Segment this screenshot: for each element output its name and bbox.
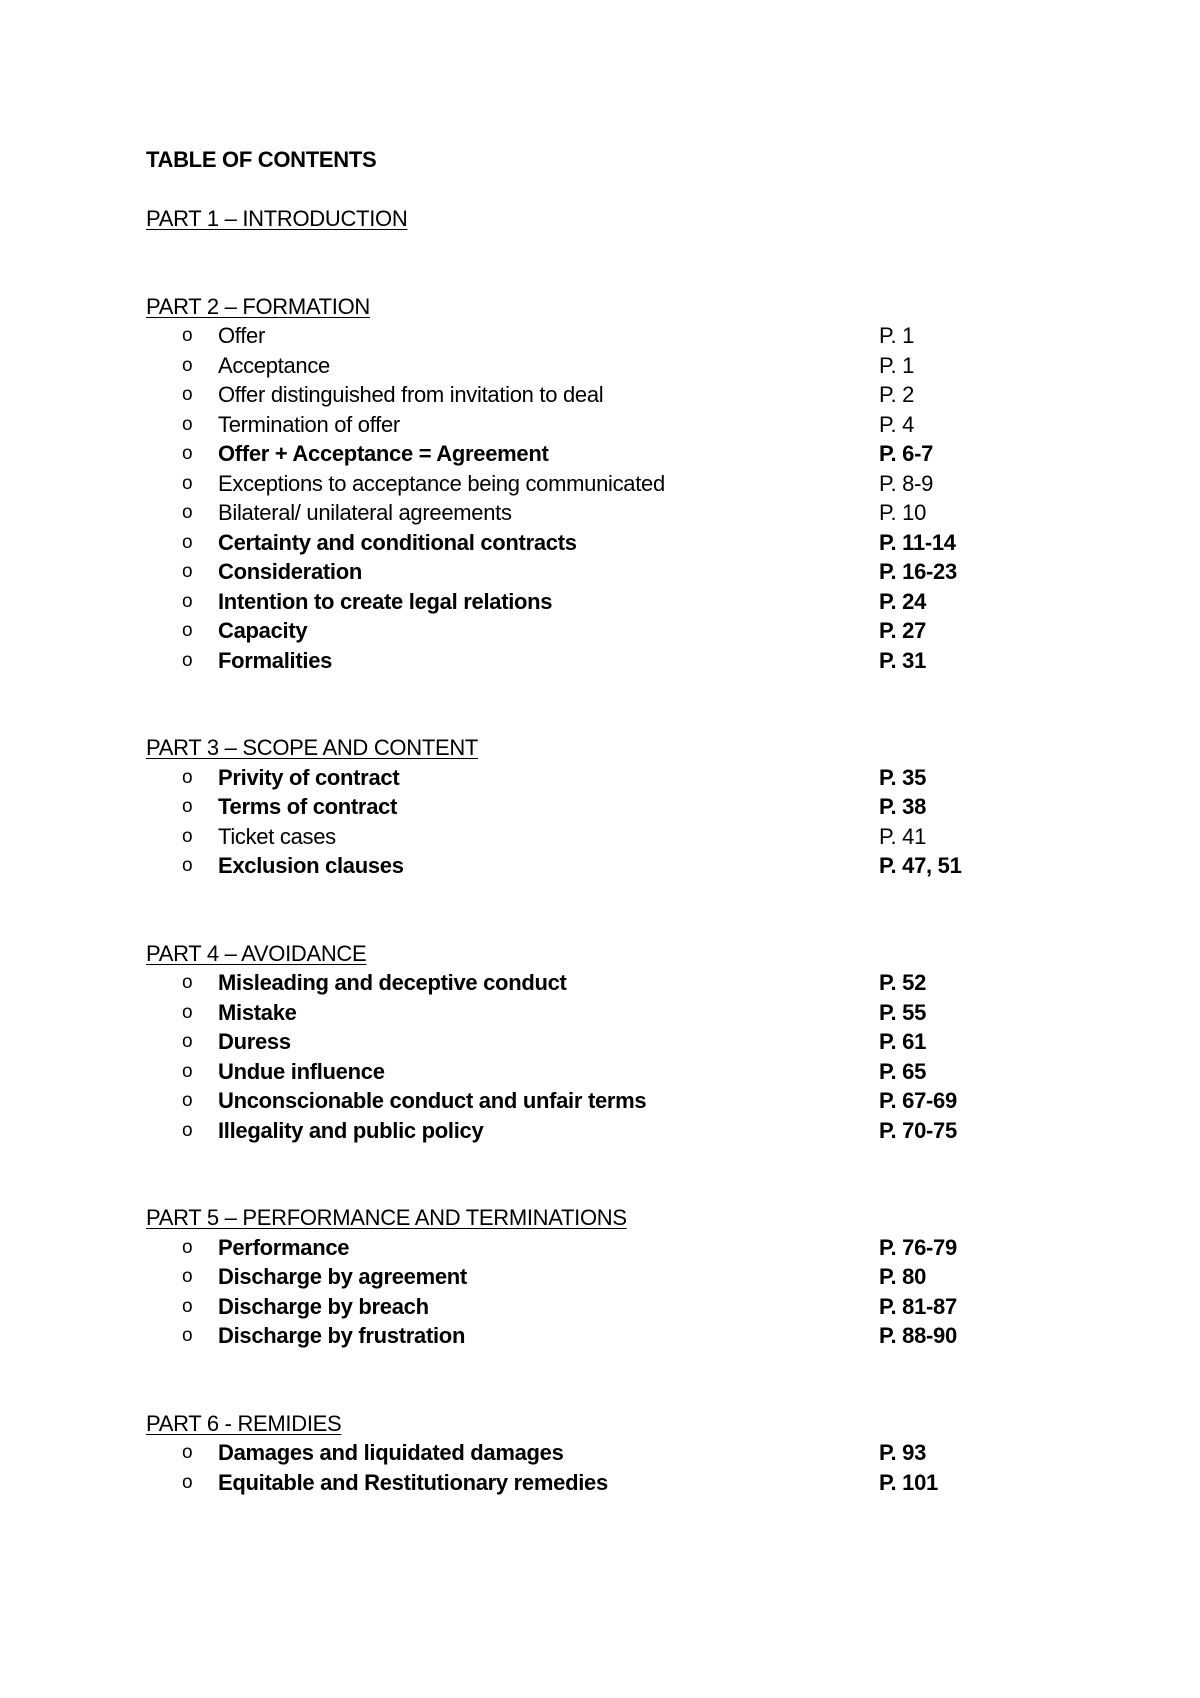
entry-label: Capacity (218, 618, 308, 643)
entry-label: Discharge by frustration (218, 1323, 466, 1348)
entry-page-number: P. 61 (879, 1029, 927, 1054)
entry-label: Consideration (218, 559, 362, 584)
bullet-icon: o (182, 1325, 193, 1346)
bullet-icon: o (182, 1090, 193, 1111)
bullet-icon: o (182, 472, 193, 494)
section-entry-list (146, 1233, 1046, 1351)
toc-section (146, 1409, 1046, 1498)
bullet-icon: o (182, 649, 193, 671)
entry-page-number: P. 47, 51 (879, 853, 962, 878)
toc-entry (146, 351, 1046, 381)
entry-label: Unconscionable conduct and unfair terms (218, 1088, 647, 1113)
toc-entry (146, 1292, 1046, 1322)
entry-page-number: P. 81-87 (879, 1293, 957, 1319)
entry-page-number: P. 24 (879, 588, 927, 614)
entry-label: Discharge by agreement (218, 1264, 467, 1289)
toc-entry (146, 528, 1046, 558)
entry-page-number: P. 35 (879, 764, 927, 790)
toc-entry (146, 1116, 1046, 1146)
bullet-icon: o (182, 766, 193, 788)
toc-entry (146, 1262, 1046, 1292)
entry-page-number: P. 65 (879, 1058, 927, 1084)
toc-section (146, 939, 1046, 1204)
bullet-icon: o (182, 1442, 193, 1463)
entry-page-number: P. 2 (879, 382, 915, 407)
toc-entry (146, 851, 1046, 881)
toc-section (146, 1203, 1046, 1409)
toc-entry (146, 792, 1046, 822)
toc-entry (146, 498, 1046, 528)
bullet-icon: o (182, 1236, 193, 1258)
entry-page-number: P. 1 (879, 352, 915, 378)
entry-label: Offer + Acceptance = Agreement (218, 441, 549, 466)
toc-entry (146, 1086, 1046, 1116)
bullet-icon: o (182, 413, 193, 435)
entry-page-number: P. 6-7 (879, 441, 934, 466)
section-gap (146, 881, 1046, 939)
toc-entry (146, 616, 1046, 646)
entry-label: Offer distinguished from invitation to deal (218, 382, 604, 407)
section-entry-list (146, 1438, 1046, 1497)
entry-label: Bilateral/ unilateral agreements (218, 500, 512, 525)
section-heading: PART 3 – SCOPE AND CONTENT (146, 735, 479, 760)
entry-label: Termination of offer (218, 411, 400, 437)
toc-section (146, 733, 1046, 939)
entry-page-number: P. 16-23 (879, 559, 957, 584)
entry-label: Performance (218, 1234, 350, 1260)
toc-entry (146, 646, 1046, 676)
bullet-icon: o (182, 825, 193, 847)
entry-label: Illegality and public policy (218, 1117, 484, 1143)
entry-page-number: P. 76-79 (879, 1234, 957, 1260)
toc-section (146, 204, 1046, 292)
entry-label: Terms of contract (218, 794, 398, 819)
entry-label: Certainty and conditional contracts (218, 529, 577, 555)
toc-entry (146, 998, 1046, 1028)
entry-label: Discharge by breach (218, 1293, 429, 1319)
section-gap (146, 1145, 1046, 1203)
section-entry-list (146, 968, 1046, 1145)
entry-label: Misleading and deceptive conduct (218, 970, 567, 995)
toc-entry (146, 557, 1046, 587)
entry-label: Undue influence (218, 1058, 385, 1084)
entry-page-number: P. 88-90 (879, 1323, 957, 1348)
bullet-icon: o (182, 531, 193, 553)
entry-label: Formalities (218, 647, 333, 673)
section-heading: PART 2 – FORMATION (146, 293, 371, 319)
section-gap (146, 234, 1046, 292)
bullet-icon: o (182, 855, 193, 876)
toc-entry (146, 321, 1046, 351)
entry-label: Duress (218, 1029, 291, 1054)
bullet-icon: o (182, 325, 193, 346)
entry-page-number: P. 67-69 (879, 1088, 957, 1113)
bullet-icon: o (182, 1031, 193, 1052)
toc-entry (146, 763, 1046, 793)
bullet-icon: o (182, 620, 193, 641)
toc-entry (146, 410, 1046, 440)
entry-label: Privity of contract (218, 764, 400, 790)
entry-page-number: P. 1 (879, 323, 915, 348)
section-gap (146, 1351, 1046, 1409)
toc-entry (146, 1321, 1046, 1351)
bullet-icon: o (182, 1471, 193, 1493)
section-heading: PART 4 – AVOIDANCE (146, 940, 367, 966)
toc-section (146, 292, 1046, 734)
bullet-icon: o (182, 1295, 193, 1317)
bullet-icon: o (182, 443, 193, 464)
toc-title: TABLE OF CONTENTS (146, 147, 377, 172)
toc-entry (146, 380, 1046, 410)
bullet-icon: o (182, 354, 193, 376)
entry-label: Intention to create legal relations (218, 588, 553, 614)
section-entry-list (146, 321, 1046, 675)
bullet-icon: o (182, 590, 193, 612)
toc-entry (146, 1027, 1046, 1057)
bullet-icon: o (182, 1266, 193, 1287)
toc-entry (146, 1438, 1046, 1468)
entry-page-number: P. 4 (879, 411, 915, 437)
toc-entry (146, 1468, 1046, 1498)
entry-label: Ticket cases (218, 823, 336, 849)
entry-page-number: P. 80 (879, 1264, 927, 1289)
entry-label: Offer (218, 323, 266, 348)
entry-page-number: P. 52 (879, 970, 927, 995)
toc-entry (146, 822, 1046, 852)
toc-entry (146, 1057, 1046, 1087)
bullet-icon: o (182, 972, 193, 993)
section-heading: PART 5 – PERFORMANCE AND TERMINATIONS (146, 1205, 627, 1230)
bullet-icon: o (182, 1119, 193, 1141)
entry-label: Exceptions to acceptance being communicated (218, 470, 665, 496)
entry-page-number: P. 93 (879, 1440, 927, 1465)
entry-page-number: P. 11-14 (879, 529, 956, 555)
entry-page-number: P. 101 (879, 1469, 938, 1495)
entry-page-number: P. 55 (879, 999, 927, 1025)
entry-page-number: P. 27 (879, 618, 927, 643)
entry-label: Mistake (218, 999, 297, 1025)
entry-page-number: P. 38 (879, 794, 927, 819)
entry-label: Damages and liquidated damages (218, 1440, 564, 1465)
entry-page-number: P. 10 (879, 500, 927, 525)
section-heading: PART 6 - REMIDIES (146, 1410, 342, 1436)
document-page (146, 146, 1046, 1497)
section-gap (146, 675, 1046, 733)
entry-label: Acceptance (218, 352, 330, 378)
toc-sections (146, 204, 1046, 1497)
section-entry-list (146, 763, 1046, 881)
toc-entry (146, 1233, 1046, 1263)
entry-page-number: P. 70-75 (879, 1117, 957, 1143)
bullet-icon: o (182, 1060, 193, 1082)
toc-entry (146, 469, 1046, 499)
entry-page-number: P. 8-9 (879, 470, 934, 496)
bullet-icon: o (182, 384, 193, 405)
toc-entry (146, 439, 1046, 469)
entry-label: Exclusion clauses (218, 853, 404, 878)
toc-entry (146, 587, 1046, 617)
section-heading: PART 1 – INTRODUCTION (146, 206, 408, 231)
bullet-icon: o (182, 502, 193, 523)
entry-page-number: P. 31 (879, 647, 927, 673)
toc-entry (146, 968, 1046, 998)
entry-label: Equitable and Restitutionary remedies (218, 1469, 608, 1495)
entry-page-number: P. 41 (879, 823, 927, 849)
bullet-icon: o (182, 561, 193, 582)
bullet-icon: o (182, 1001, 193, 1023)
bullet-icon: o (182, 796, 193, 817)
